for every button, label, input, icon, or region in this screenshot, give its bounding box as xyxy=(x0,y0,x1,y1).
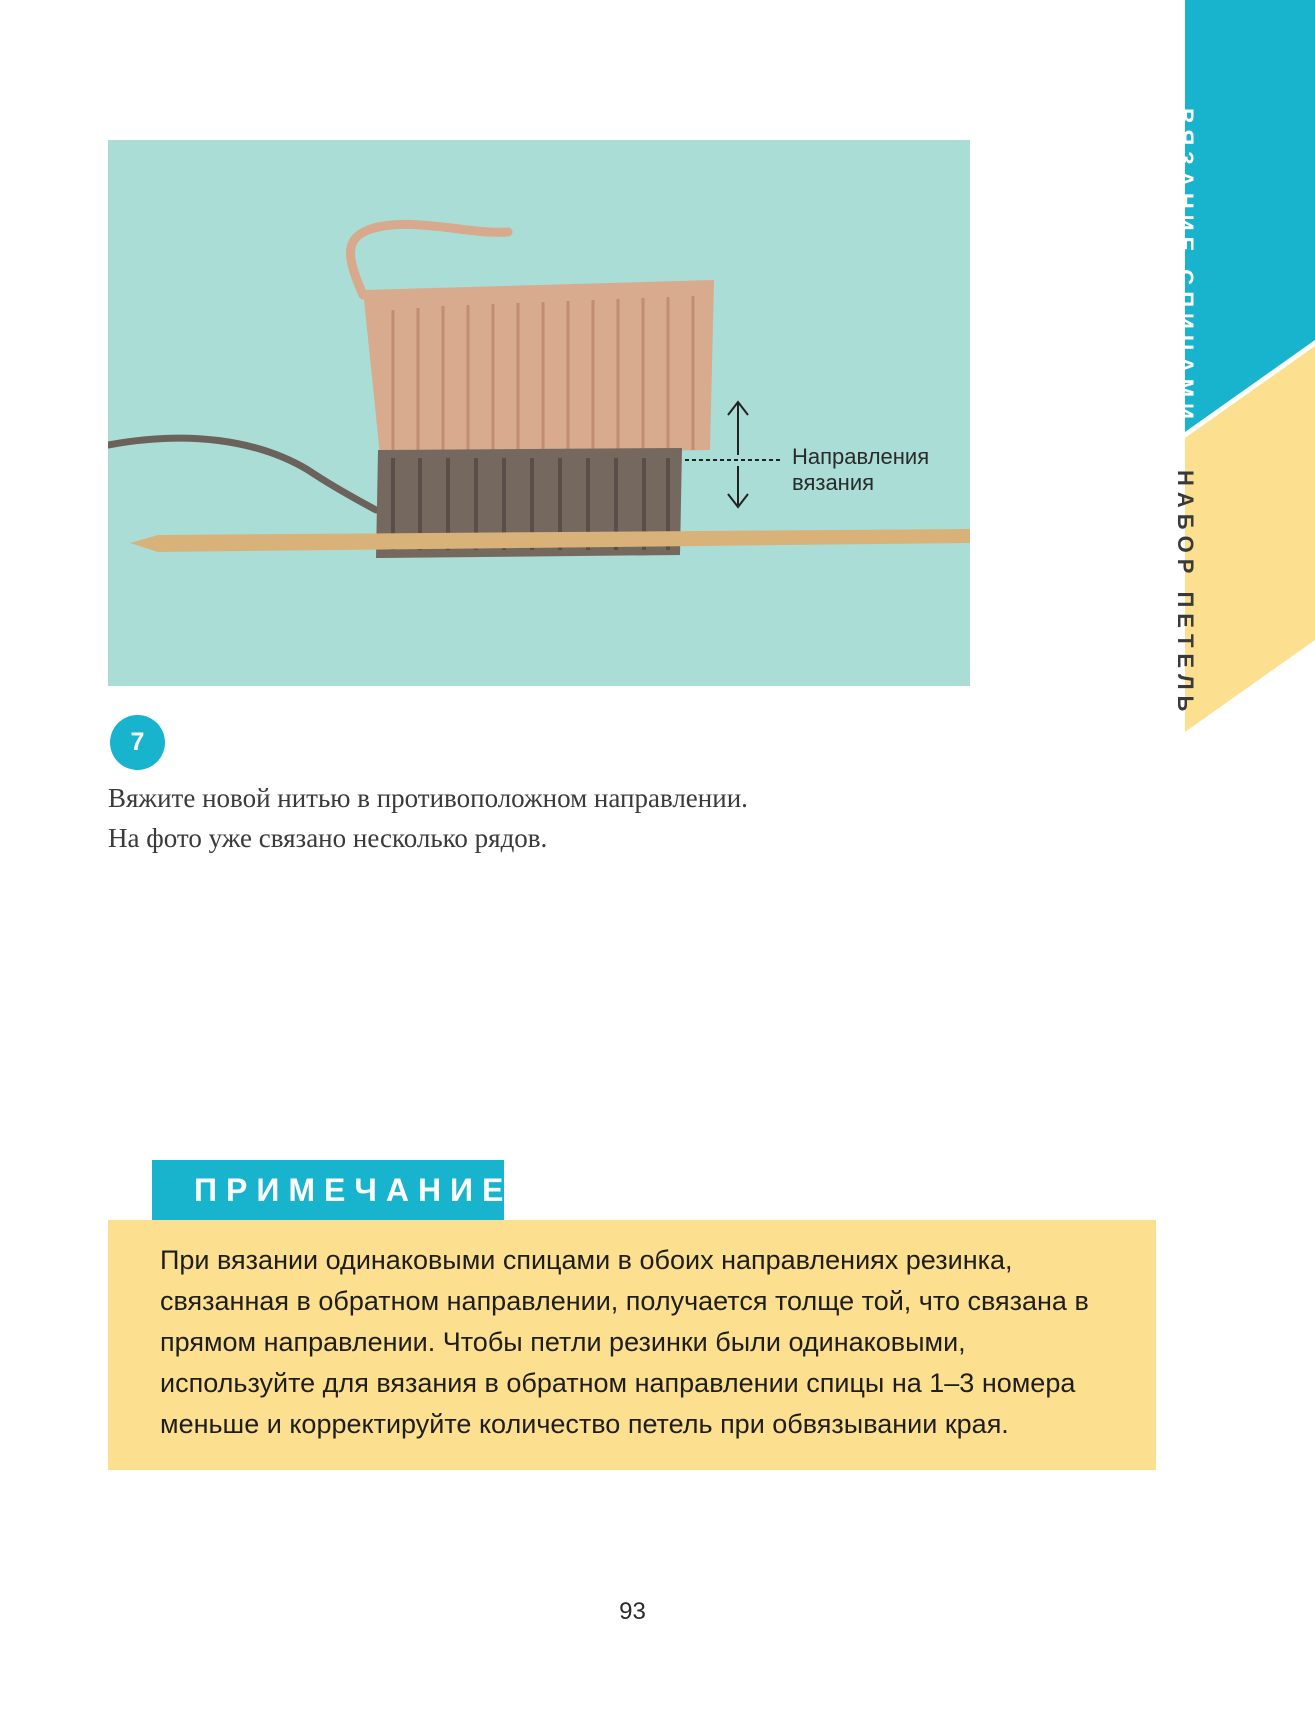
note-box xyxy=(108,1220,1156,1470)
knitting-photo xyxy=(108,140,970,686)
knitting-direction-label: Направления вязания xyxy=(792,444,930,495)
step-instruction-text: Вяжите новой нитью в противоположном направлении. На фото уже связано несколько рядов. xyxy=(108,783,748,853)
section-label-cast-on: НАБОР ПЕТЕЛЬ xyxy=(1173,470,1198,718)
knitting-sample-illustration xyxy=(108,140,970,686)
note-text: При вязании одинаковыми спицами в обоих направлениях резинка, связанная в обратном направлении, получается толще той, что связана в прямом направлении. Чтобы петли резинки были одинаковыми, используйте для вязания в обратном направлении спицы на 1–3 номера меньше и корректируйте количество петель при обвязывании края. xyxy=(160,1245,1089,1439)
grey-yarn-tail xyxy=(108,438,376,510)
beige-knit-body xyxy=(363,280,714,455)
beige-yarn-tail xyxy=(351,224,509,295)
step-number-badge: 7 xyxy=(110,715,165,770)
section-label-knitting: ВЯЗАНИЕ СПИЦАМИ xyxy=(1173,108,1198,425)
note-heading: ПРИМЕЧАНИЕ xyxy=(152,1160,504,1220)
page-number: 93 xyxy=(619,1598,646,1625)
